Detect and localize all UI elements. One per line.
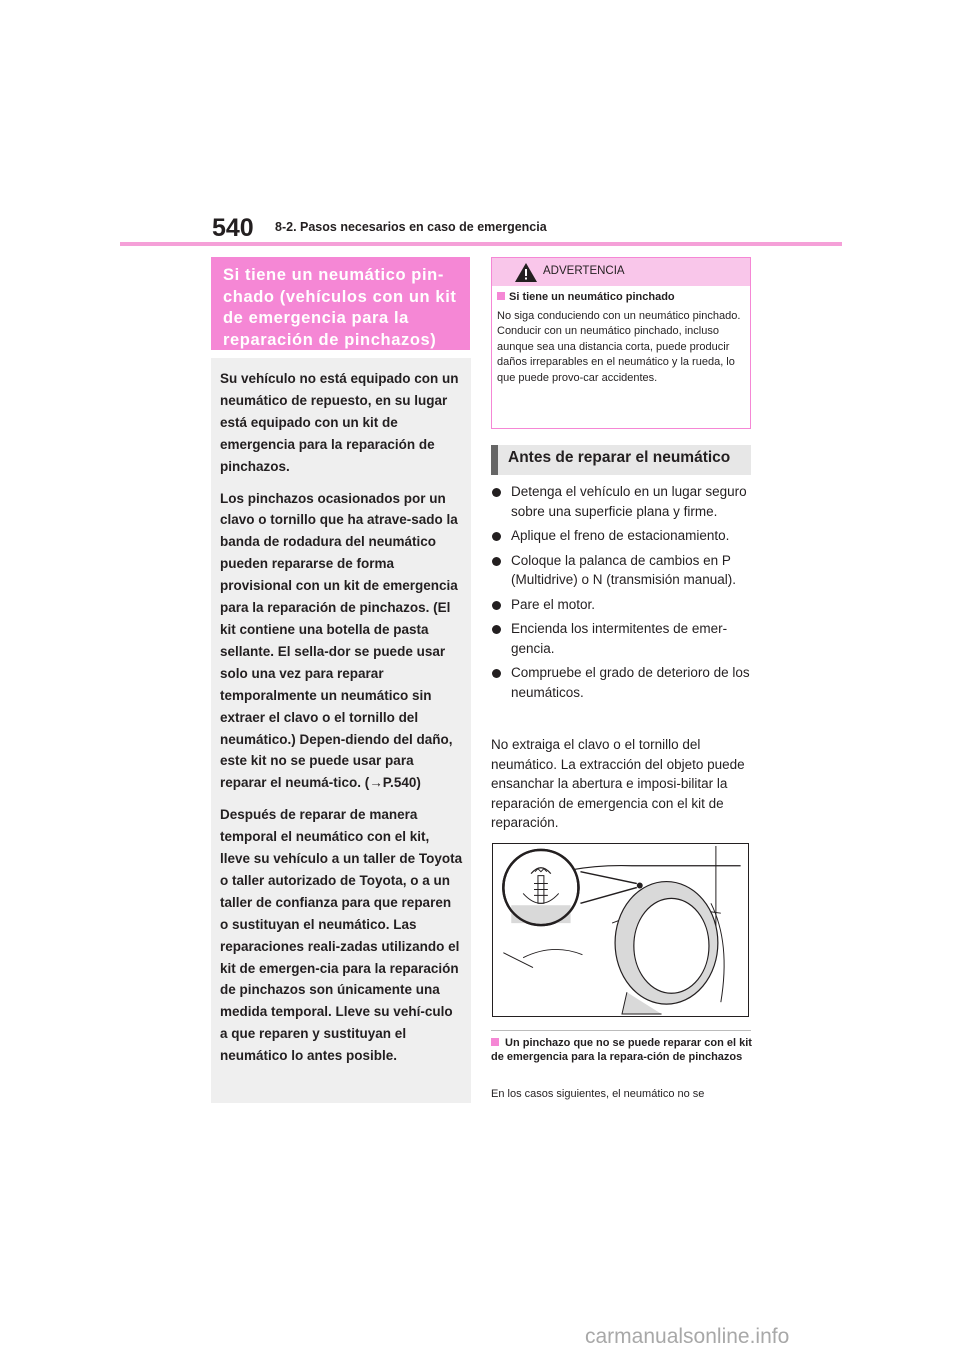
left-paragraph-3: Después de reparar de manera temporal el neumático con el kit, lleve su vehículo a un taller de Toyota o taller autorizado de Toyota, o a un taller de confianza para que reparen o sustituyan el neumático. Las reparaciones reali-zadas utilizando el kit de emergen-cia para la reparación de pinchazos son únicamente una medida temporal. Lleve su vehí-culo a que reparen y sustituyan el neumático lo antes posible. [220, 807, 463, 1064]
subheading-2: Un pinchazo que no se puede reparar con el kit de emergencia para la repara-ción de pinchazos [491, 1037, 752, 1063]
warning-triangle-icon [514, 262, 538, 283]
divider [491, 1030, 751, 1031]
bullet-dot-icon [492, 669, 501, 678]
left-paragraph-1: Su vehículo no está equipado con un neumático de repuesto, en su lugar está equipado con un kit de emergencia para la reparación de pinchazos. [220, 371, 459, 474]
section-title: 8-2. Pasos necesarios en caso de emergencia [275, 220, 547, 234]
list-item: Detenga el vehículo en un lugar seguro sobre una superficie plana y firme. [491, 482, 761, 521]
last-line: En los casos siguientes, el neumático no se [491, 1088, 705, 1100]
left-info-box [211, 358, 471, 1103]
square-bullet-icon [491, 1038, 499, 1046]
warning-subheading: Si tiene un neumático pinchado [497, 291, 675, 303]
warning-text-1: No siga conduciendo con un neumático pinchado. [497, 310, 741, 322]
list-item: Compruebe el grado de deterioro de los neumáticos. [491, 663, 761, 702]
list-item: Encienda los intermitentes de emer-gencia. [491, 619, 761, 658]
bullet-dot-icon [492, 601, 501, 610]
watermark: carmanualsonline.info [585, 1325, 790, 1348]
bullet-dot-icon [492, 488, 501, 497]
bullet-dot-icon [492, 557, 501, 566]
bullet-dot-icon [492, 532, 501, 541]
header-rule [120, 242, 842, 246]
page-number: 540 [212, 214, 254, 242]
list-item: Pare el motor. [491, 595, 761, 615]
note-paragraph: No extraiga el clavo o el tornillo del neumático. La extracción del objeto puede ensanchar la abertura e imposi-bilitar la reparación de emergencia con el kit de reparación. [491, 737, 745, 830]
warning-text-2: Conducir con un neumático pinchado, incluso aunque sea una distancia corta, puede producir daños irreparables en el neumático y la rueda, lo que puede provo-car accidentes. [497, 325, 735, 384]
warning-label: ADVERTENCIA [543, 265, 625, 277]
bullet-list [491, 482, 761, 707]
left-heading: Si tiene un neumático pin-chado (vehículos con un kit de emergencia para la reparación de pinchazos) [211, 257, 470, 350]
list-item: Coloque la palanca de cambios en P (Multidrive) o N (transmisión manual). [491, 551, 761, 590]
right-heading: Antes de reparar el neumático [491, 445, 751, 475]
square-bullet-icon [497, 292, 505, 300]
bullet-dot-icon [492, 625, 501, 634]
left-paragraph-2: Los pinchazos ocasionados por un clavo o tornillo que ha atrave-sado la banda de rodadura del neumático pueden repararse de forma provisional con un kit de emergencia para la reparación de pinchazos. (El kit contiene una botella de pasta sellante. El sella-dor se puede usar solo una vez para reparar temporalmente un neumático sin extraer el clavo o el tornillo del neumático.) Depen-diendo del daño, este kit no se puede usar para reparar el neumá-tico. (→P.540) [220, 490, 458, 791]
tire-nail-illustration [492, 843, 749, 1017]
list-item: Aplique el freno de estacionamiento. [491, 526, 761, 546]
warning-text [497, 309, 747, 386]
